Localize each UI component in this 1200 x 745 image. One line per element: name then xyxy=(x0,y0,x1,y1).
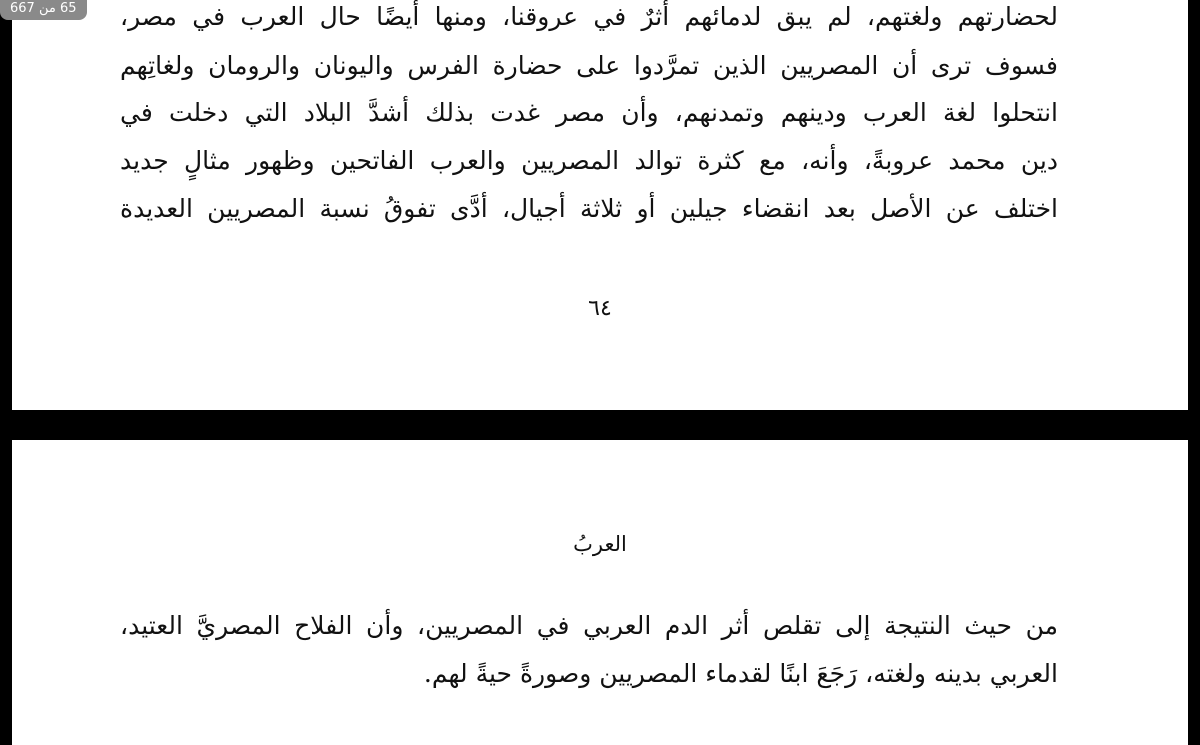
page-number: ٦٤ xyxy=(588,296,612,321)
text-line: لحضارتهم ولغتهم، لم يبق لدمائهم أثرٌ في عروقنا، ومنها أيضًا حال العرب في مصر، xyxy=(120,2,1058,31)
text-line: فسوف ترى أن المصريين الذين تمرَّدوا على حضارة الفرس واليونان والرومان ولغاتِهم xyxy=(120,51,1058,80)
running-header: العربُ xyxy=(573,532,627,556)
text-line: اختلف عن الأصل بعد انقضاء جيلين أو ثلاثة أجيال، أدَّى تفوقُ نسبة المصريين العديدة xyxy=(120,194,1058,223)
text-line: دين محمد عروبةً، وأنه، مع كثرة توالد المصريين والعرب الفاتحين وظهور مثالٍ جديد xyxy=(120,146,1058,175)
text-line: انتحلوا لغة العرب ودينهم وتمدنهم، وأن مصر غدت بذلك أشدَّ البلاد التي دخلت في xyxy=(120,98,1058,127)
top-page xyxy=(12,0,1188,410)
bottom-page xyxy=(12,440,1188,745)
text-line: من حيث النتيجة إلى تقلص أثر الدم العربي في المصريين، وأن الفلاح المصريَّ العتيد، xyxy=(120,611,1058,640)
text-line: العربي بدينه ولغته، رَجَعَ ابنًا لقدماء المصريين وصورةً حيةً لهم. xyxy=(423,659,1058,688)
page-counter-badge: 65 من 667 xyxy=(0,0,87,20)
